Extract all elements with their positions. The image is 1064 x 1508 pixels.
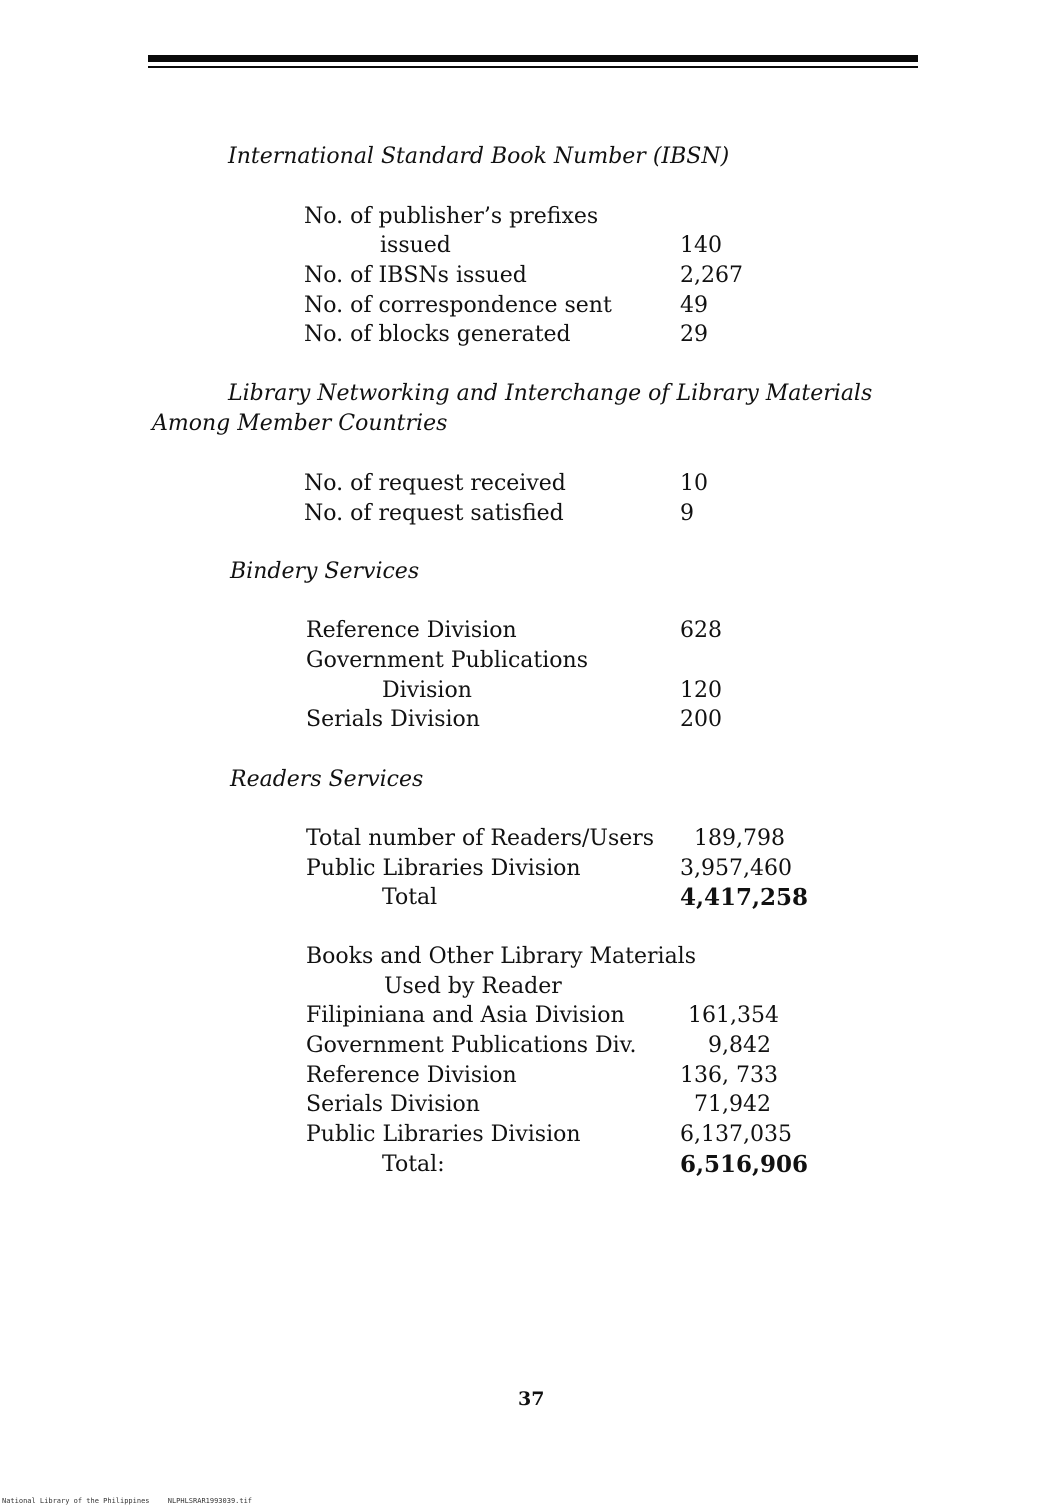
networking-row-value: 9 xyxy=(680,501,694,526)
readers-total-value: 4,417,258 xyxy=(680,884,809,911)
readers-row-value: 3,957,460 xyxy=(680,856,792,881)
books-row-value: 6,137,035 xyxy=(680,1122,792,1147)
networking-row-label: No. of request satisfied xyxy=(304,501,564,526)
networking-row-value: 10 xyxy=(680,471,708,496)
books-row-value: 161,354 xyxy=(688,1003,779,1028)
books-row-value: 136, 733 xyxy=(680,1063,778,1088)
scan-footer xyxy=(2,1497,266,1506)
isbn-heading: International Standard Book Number (IBSN) xyxy=(228,144,730,169)
bindery-heading: Bindery Services xyxy=(230,559,420,584)
page-number: 37 xyxy=(518,1388,545,1410)
books-row-value: 71,942 xyxy=(694,1092,771,1117)
readers-row-label: Public Libraries Division xyxy=(306,856,581,881)
isbn-row-label: No. of correspondence sent xyxy=(304,293,612,318)
footer-library: National Library of the Philippines xyxy=(2,1497,150,1505)
books-row-label: Filipiniana and Asia Division xyxy=(306,1003,625,1028)
top-rule-thin xyxy=(148,66,918,68)
books-row-label: Reference Division xyxy=(306,1063,517,1088)
bindery-row-value: 200 xyxy=(680,707,722,732)
bindery-row-value: 120 xyxy=(680,678,722,703)
books-row-label: Serials Division xyxy=(306,1092,480,1117)
isbn-row-value: 29 xyxy=(680,322,708,347)
networking-heading-line2: Among Member Countries xyxy=(152,411,448,436)
readers-heading: Readers Services xyxy=(230,767,424,792)
bindery-row-value: 628 xyxy=(680,618,722,643)
books-total-value: 6,516,906 xyxy=(680,1151,809,1178)
footer-filename: NLPHLSRAR1993039.tif xyxy=(167,1497,253,1505)
readers-row-label: Total number of Readers/Users xyxy=(306,826,655,851)
isbn-row-value: 49 xyxy=(680,293,708,318)
networking-row-label: No. of request received xyxy=(304,471,566,496)
readers-row-value: 189,798 xyxy=(694,826,785,851)
books-row-label: Government Publications Div. xyxy=(306,1033,637,1058)
isbn-row-label: No. of IBSNs issued xyxy=(304,263,527,288)
readers-total-label: Total xyxy=(382,885,438,910)
isbn-row-label: No. of blocks generated xyxy=(304,322,571,347)
books-row-value: 9,842 xyxy=(708,1033,771,1058)
isbn-row-label: No. of publisher’s prefixes xyxy=(304,204,599,229)
books-row-label: Books and Other Library Materials xyxy=(306,944,697,969)
isbn-row-value: 140 xyxy=(680,233,722,258)
networking-heading-line1: Library Networking and Interchange of Library Materials xyxy=(228,381,873,406)
books-row-label: Used by Reader xyxy=(384,974,562,999)
books-total-label: Total: xyxy=(382,1152,445,1177)
isbn-row-value: 2,267 xyxy=(680,263,743,288)
top-rule-thick xyxy=(148,55,918,62)
books-row-label: Public Libraries Division xyxy=(306,1122,581,1147)
bindery-row-label: Division xyxy=(382,678,472,703)
isbn-row-label: issued xyxy=(380,233,451,258)
bindery-row-label: Serials Division xyxy=(306,707,480,732)
bindery-row-label: Reference Division xyxy=(306,618,517,643)
bindery-row-label: Government Publications xyxy=(306,648,588,673)
